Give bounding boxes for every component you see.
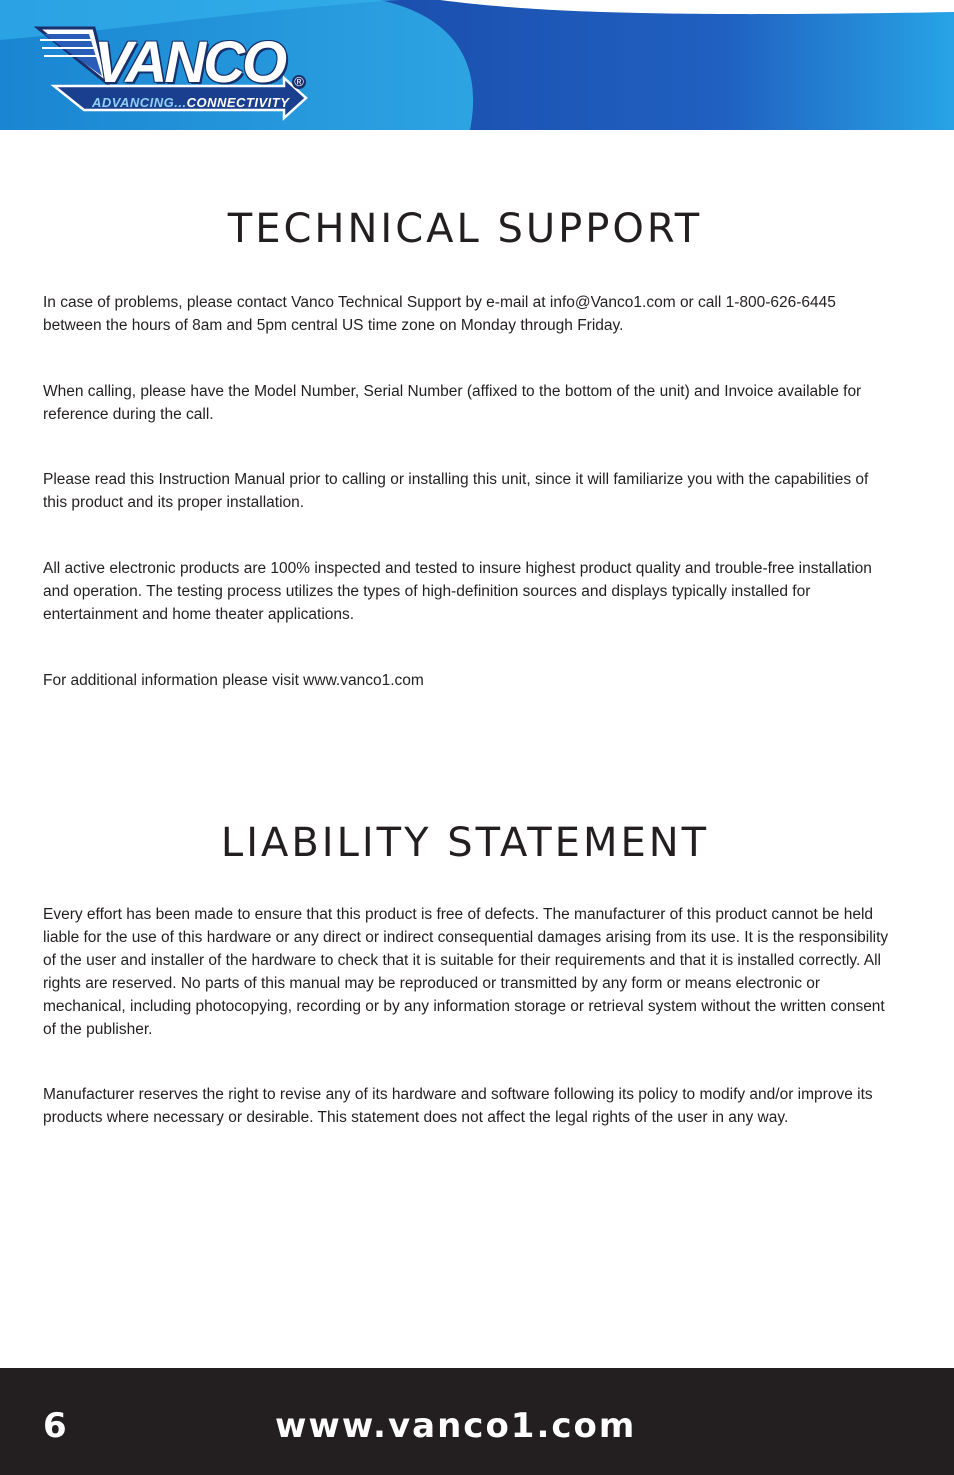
liability-paragraph: Every effort has been made to ensure that this product is free of defects. The manufacturer of this product cannot be held liable for the use of this hardware or any direct or indirect consequential damages arising from its use. It is the responsibility of the user and installer of the hardware to check that it is suitable for their requirements and that it is installed correctly. All rights are reserved. No parts of this manual may be reproduced or transmitted by any form or means electronic or mechanical, including photocopying, recording or by any information storage or retrieval system without the written consent of the publisher. xyxy=(43,906,889,1038)
tagline-part-b: CONNECTIVITY xyxy=(186,95,290,110)
tagline-part-a: ADVANCING... xyxy=(92,95,187,110)
tech-support-paragraph: For additional information please visit www.vanco1.com xyxy=(43,672,424,689)
tech-support-paragraph: When calling, please have the Model Number, Serial Number (affixed to the bottom of the unit) and Invoice available for reference during the call. xyxy=(43,383,862,423)
liability-paragraph: Manufacturer reserves the right to revise any of its hardware and software following its policy to modify and/or improve its products where necessary or desirable. This statement does not affect the legal rights of the user in any way. xyxy=(43,1086,873,1126)
vanco-logo xyxy=(34,26,314,130)
tech-support-paragraph: Please read this Instruction Manual prior to calling or installing this unit, since it will familiarize you with the capabilities of this product and its proper installation. xyxy=(43,471,869,511)
tech-support-paragraph: All active electronic products are 100% inspected and tested to insure highest product quality and trouble-free installation and operation. The testing process utilizes the types of high-definition sources and displays typically installed for entertainment and home theater applications. xyxy=(43,560,872,623)
liability-statement-title: LIABILITY STATEMENT xyxy=(220,820,710,866)
registered-mark: ® xyxy=(292,75,306,89)
header-banner xyxy=(0,0,954,130)
page-number: 6 xyxy=(43,1406,67,1446)
tech-support-paragraph: In case of problems, please contact Vanco Technical Support by e-mail at info@Vanco1.com or call 1-800-626-6445 between the hours of 8am and 5pm central US time zone on Monday through Friday. xyxy=(43,294,836,334)
logo-wordmark: VANCO xyxy=(94,30,285,95)
footer-url: www.vanco1.com xyxy=(275,1406,637,1446)
page-footer xyxy=(0,1368,954,1475)
technical-support-title: TECHNICAL SUPPORT xyxy=(227,206,703,252)
logo-tagline xyxy=(92,95,289,110)
